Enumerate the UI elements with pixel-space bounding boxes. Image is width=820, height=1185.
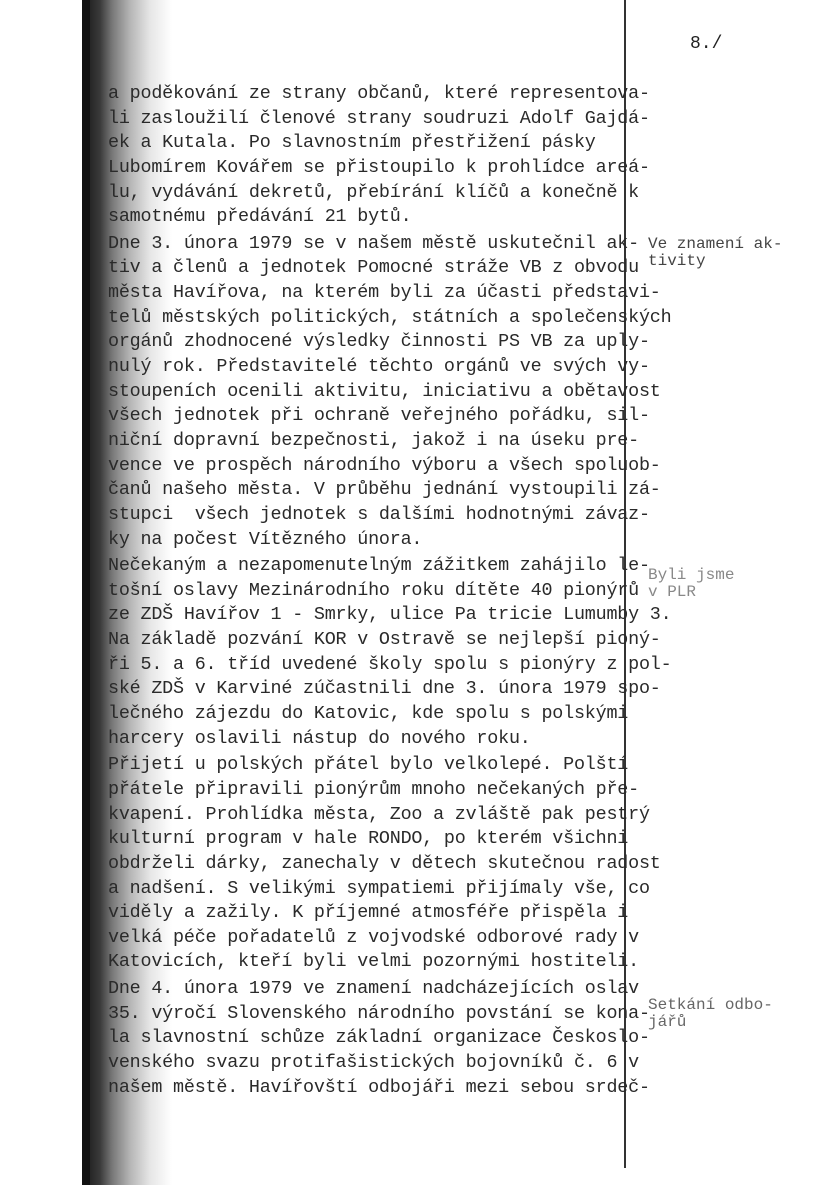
text-line: Nečekaným a nezapomenutelným zážitkem zahájilo le- — [108, 555, 650, 577]
text-line: stoupeních ocenili aktivitu, iniciativu a obětavost — [108, 380, 661, 402]
text-line: a nadšení. S velikými sympatiemi přijímaly vše, co — [108, 877, 650, 899]
margin-note-plr: Byli jsme v PLR — [648, 566, 735, 601]
scan-edge — [82, 0, 90, 1185]
text-line: samotnému předávání 21 bytů. — [108, 206, 412, 228]
text-line: ři 5. a 6. tříd uvedené školy spolu s pionýry z pol- — [108, 653, 672, 675]
text-line: la slavnostní schůze základní organizace Českoslo- — [108, 1027, 650, 1049]
text-line: lečného zájezdu do Katovic, kde spolu s polskými — [108, 703, 629, 725]
text-line: harcery oslavili nástup do nového roku. — [108, 727, 531, 749]
text-line: města Havířova, na kterém byli za účasti představi- — [108, 282, 661, 304]
document-body — [108, 82, 672, 1100]
text-line: stupci všech jednotek s dalšími hodnotnými závaz- — [108, 503, 650, 525]
text-line: viděly a zažily. K příjemné atmosféře přispěla i — [108, 902, 629, 924]
text-line: lu, vydávání dekretů, přebírání klíčů a konečně k — [108, 181, 639, 203]
text-line: a poděkování ze strany občanů, které representova- — [108, 83, 650, 104]
text-line: Dne 3. února 1979 se v našem městě uskutečnil ak- — [108, 232, 639, 254]
margin-note-aktivity: Ve znamení ak- tivity — [648, 235, 783, 270]
text-line: všech jednotek při ochraně veřejného pořádku, sil- — [108, 405, 650, 427]
text-line: kulturní program v hale RONDO, po kterém všichni — [108, 828, 629, 850]
text-line: tošní oslavy Mezinárodního roku dítěte 40 pionýrů — [108, 579, 639, 601]
text-line: kvapení. Prohlídka města, Zoo a zvláště pak pestrý — [108, 803, 650, 825]
text-line: telů městských politických, státních a společenských — [108, 306, 672, 328]
text-line: Na základě pozvání KOR v Ostravě se nejlepší pioný- — [108, 629, 661, 651]
text-line: ské ZDŠ v Karviné zúčastnili dne 3. února 1979 spo- — [108, 678, 661, 700]
text-line: našem městě. Havířovští odbojáři mezi sebou srdeč- — [108, 1076, 650, 1098]
page-number: 8./ — [690, 34, 723, 54]
text-line: ze ZDŠ Havířov 1 - Smrky, ulice Pa tricie Lumumby 3. — [108, 604, 672, 626]
text-line: Dne 4. února 1979 ve znamení nadcházejících oslav — [108, 978, 639, 1000]
text-line: nulý rok. Představitelé těchto orgánů ve svých vy- — [108, 356, 650, 378]
text-line: niční dopravní bezpečnosti, jakož i na úseku pre- — [108, 429, 639, 451]
text-line: velká péče pořadatelů z vojvodské odborové rady v — [108, 926, 639, 948]
text-line: vence ve prospěch národního výboru a všech spoluob- — [108, 454, 661, 476]
text-line: ky na počest Vítězného února. — [108, 528, 423, 550]
margin-note-odbojari: Setkání odbo- jářů — [648, 996, 773, 1031]
text-line: 35. výročí Slovenského národního povstání se kona- — [108, 1002, 650, 1024]
text-line: obdrželi dárky, zanechaly v dětech skutečnou radost — [108, 852, 661, 874]
text-line: Katovicích, kteří byli velmi pozornými hostiteli. — [108, 951, 639, 973]
text-line: Přijetí u polských přátel bylo velkolepé. Polští — [108, 754, 629, 776]
text-line: orgánů zhodnocené výsledky činnosti PS VB za uply- — [108, 331, 650, 353]
text-line: ek a Kutala. Po slavnostním přestřižení pásky — [108, 132, 596, 154]
text-line: Lubomírem Kovářem se přistoupilo k prohlídce areá- — [108, 156, 650, 178]
text-line: venského svazu protifašistických bojovníků č. 6 v — [108, 1051, 639, 1073]
text-line: li zasloužilí členové strany soudruzi Adolf Gajdá- — [108, 107, 650, 129]
text-line: přátele připravili pionýrům mnoho nečekaných pře- — [108, 778, 639, 800]
text-line: čanů našeho města. V průběhu jednání vystoupili zá- — [108, 479, 661, 501]
text-line: tiv a členů a jednotek Pomocné stráže VB z obvodu — [108, 257, 639, 279]
